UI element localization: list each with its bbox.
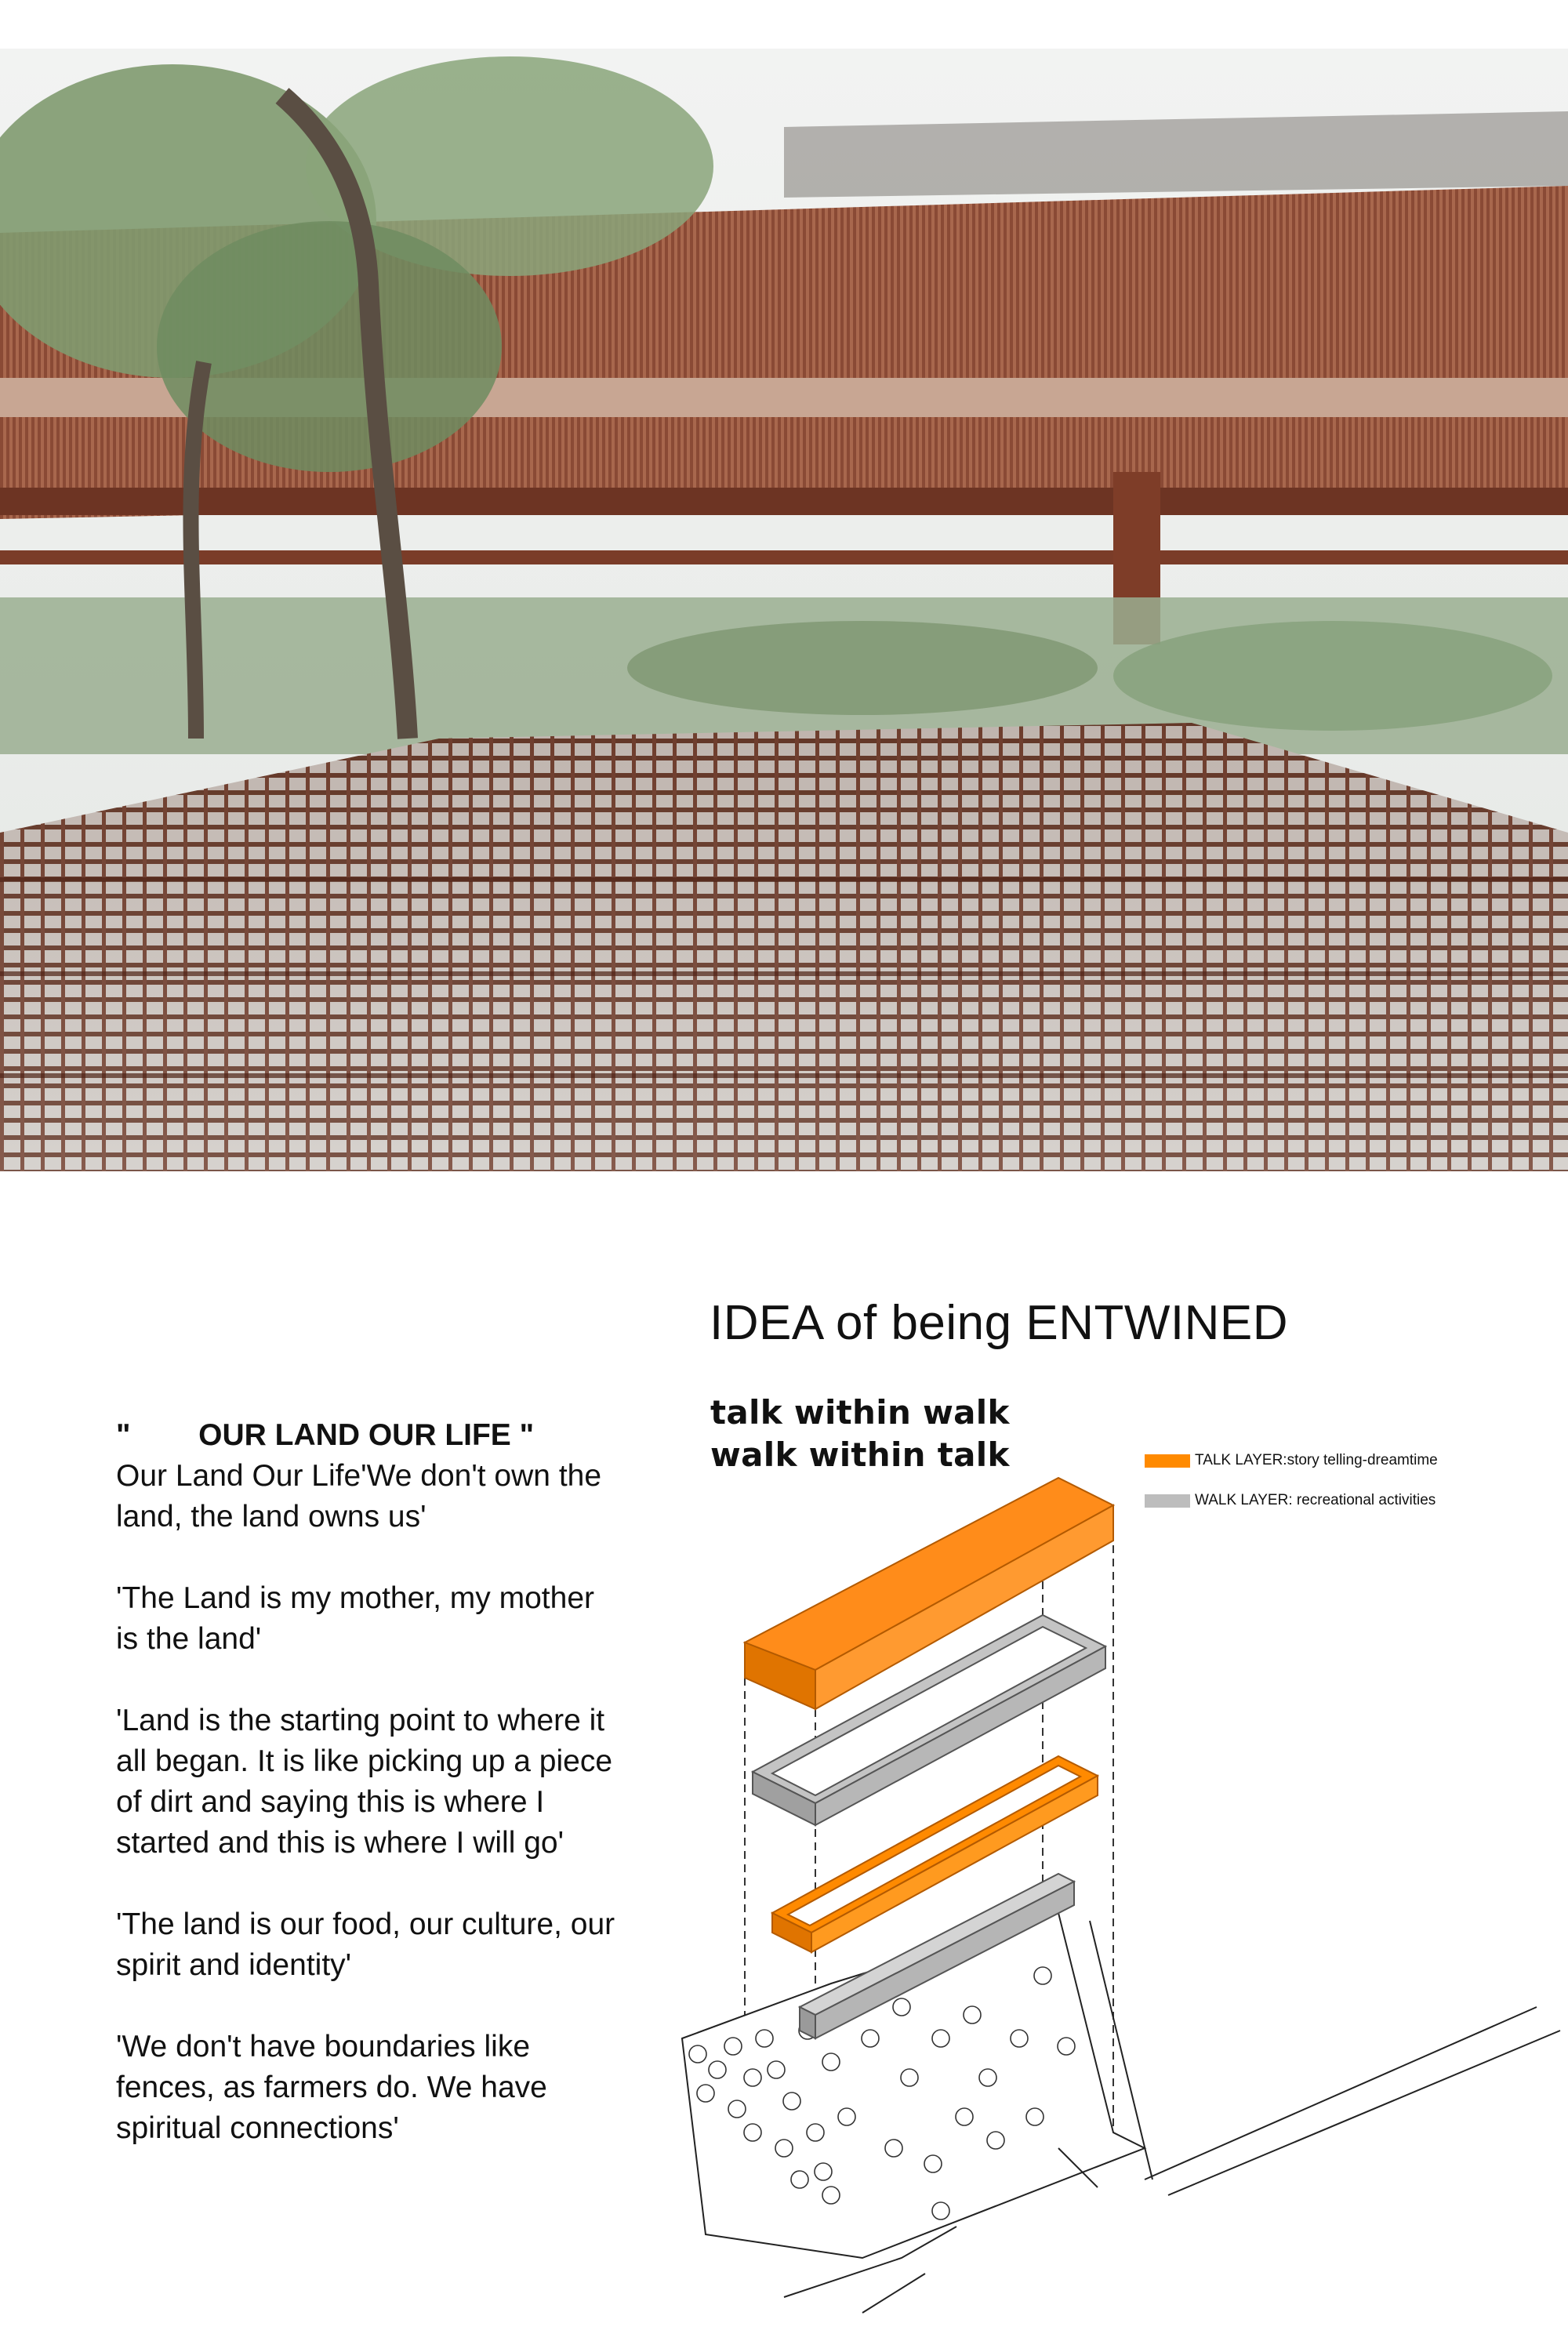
hero-render-image: [0, 49, 1568, 1171]
quote-paragraph: 'The Land is my mother, my mother is the land': [116, 1581, 595, 1656]
quote-paragraph: 'The land is our food, our culture, our spirit and identity': [116, 1907, 615, 1982]
diagram-title: IDEA of being ENTWINED: [710, 1296, 1289, 1350]
legend-label-talk: TALK LAYER:story telling-dreamtime: [1195, 1452, 1438, 1468]
quote-title: " OUR LAND OUR LIFE ": [116, 1418, 535, 1452]
legend-label-walk: WALK LAYER: recreational activities: [1195, 1492, 1436, 1508]
quote-block: [116, 1415, 618, 2190]
quote-paragraph: 'Land is the starting point to where it all began. It is like picking up a piece of dirt and saying this is where I started and this is where I will go': [116, 1704, 613, 1860]
exploded-axonometric-diagram: [659, 1458, 1568, 2352]
site-plan: [682, 1913, 1560, 2313]
quote-paragraph: 'We don't have boundaries like fences, as farmers do. We have spiritual connections': [116, 2030, 547, 2145]
motto-line-1: talk within walk: [710, 1393, 1010, 1432]
quote-paragraph: Our Land Our Life'We don't own the land, the land owns us': [116, 1459, 602, 1534]
motto-line-2: walk within talk: [710, 1436, 1010, 1474]
